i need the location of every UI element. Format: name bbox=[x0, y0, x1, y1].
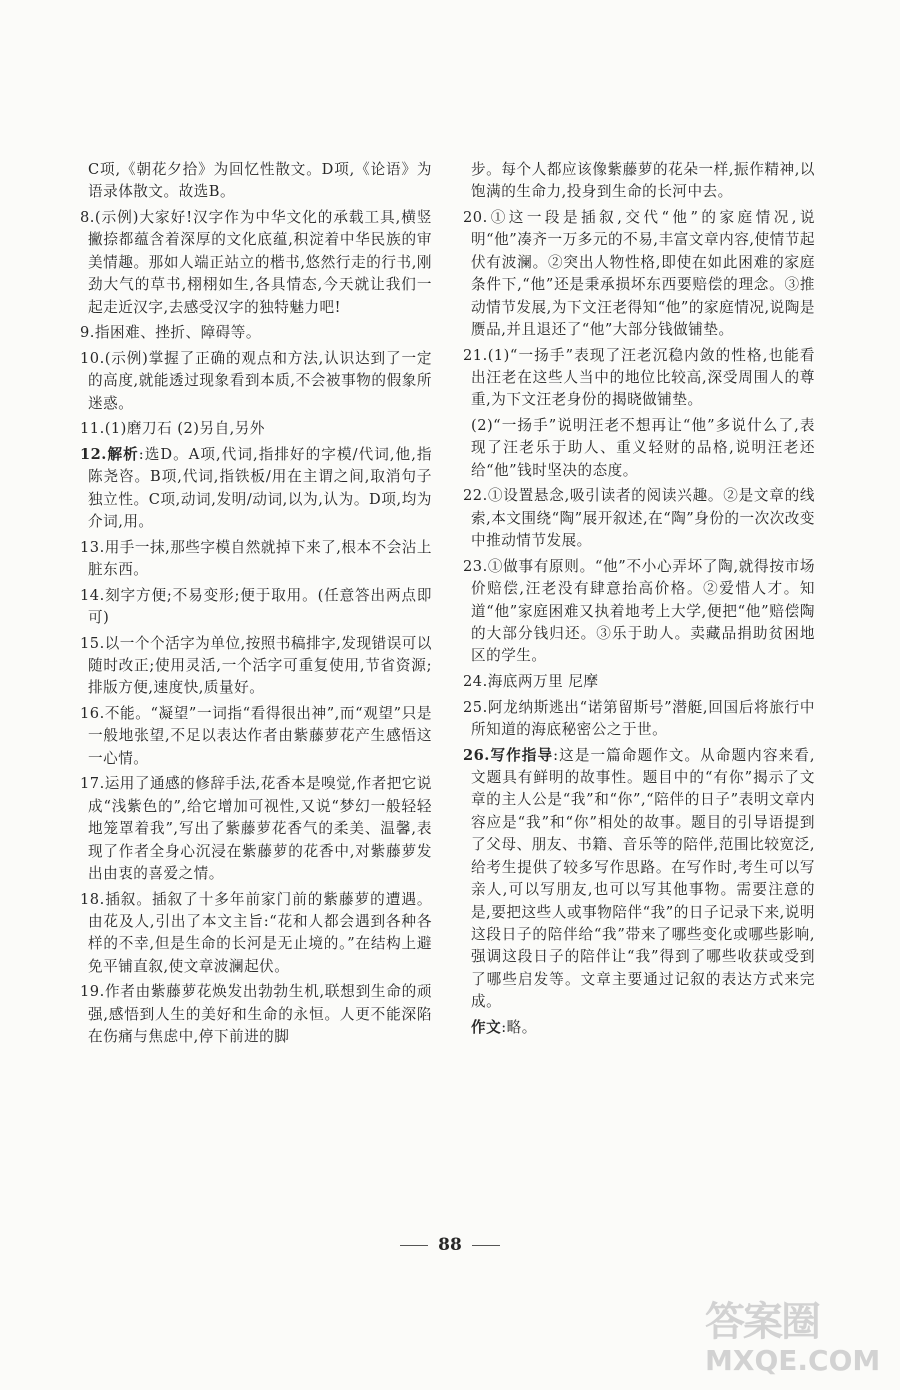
left-column bbox=[80, 159, 432, 1052]
answer-text: 步。每个人都应该像紫藤萝的花朵一样,振作精神,以饱满的生命力,投身到生命的长河中去。 bbox=[471, 161, 815, 201]
answer-item bbox=[463, 345, 815, 412]
answer-item bbox=[80, 418, 432, 440]
answer-item bbox=[463, 207, 815, 341]
answer-item bbox=[463, 415, 815, 482]
answer-text: :这是一篇命题作文。从命题内容来看,文题具有鲜明的故事性。题目中的“有你”揭示了文章的主人公是“我”和“你”,“陪伴的日子”表明文章内容应是“我”和“你”相处的故事。题目的引导语提到了父母、朋友、书籍、音乐等的陪伴,范围比较宽泛,给考生提供了较多写作思路。在写作时,考生可以写亲人,可以写朋友,也可以写其他事物。需要注意的是,要把这些人或事物陪伴“我”的日子记录下来,说明这段日子的陪伴给“我”带来了哪些变化或哪些影响,强调这段日子的陪伴让“我”得到了哪些收获或受到了哪些启发等。文章主要通过记叙的表达方式来完成。 bbox=[471, 746, 816, 1011]
answer-text: 10.(示例)掌握了正确的观点和方法,认识达到了一定的高度,就能透过现象看到本质,不会被事物的假象所迷惑。 bbox=[80, 349, 432, 412]
answer-lead: 作文 bbox=[471, 1018, 502, 1036]
answer-text: 17.运用了通感的修辞手法,花香本是嗅觉,作者把它说成“浅紫色的”,给它增加可视性,又说“梦幻一般轻轻地笼罩着我”,写出了紫藤萝花香气的柔美、温馨,表现了作者全身心沉浸在紫藤萝的花香中,对紫藤萝发出由衷的喜爱之情。 bbox=[80, 775, 432, 883]
answer-text: 22.①设置悬念,吸引读者的阅读兴趣。②是文章的线索,本文围绕“陶”展开叙述,在“陶”身份的一次次改变中推动情节发展。 bbox=[463, 487, 815, 550]
answer-text: :略。 bbox=[501, 1018, 537, 1036]
answer-item bbox=[80, 773, 432, 885]
answer-item bbox=[80, 348, 432, 415]
watermark-logo bbox=[705, 1300, 895, 1385]
answer-item bbox=[463, 485, 815, 552]
answer-text: 16.不能。“凝望”一词指“看得很出神”,而“观望”只是一般地张望,不足以表达作者由紫藤萝花产生感悟这一心情。 bbox=[80, 705, 432, 767]
page-number: 88 bbox=[438, 1235, 462, 1255]
answer-text: (2)“一扬手”说明汪老不想再让“他”多说什么了,表现了汪老乐于助人、重义轻财的品格,说明汪老还给“他”钱时坚决的态度。 bbox=[471, 417, 815, 479]
answer-text: :选D。A项,代词,指排好的字模/代词,他,指陈尧咨。B项,代词,指铁板/用在主谓之间,取消句子独立性。C项,动词,发明/动词,以为,认为。D项,均为介词,用。 bbox=[88, 445, 432, 531]
answer-text: 23.①做事有原则。“他”不小心弄坏了陶,就得按市场价赔偿,汪老没有肆意抬高价格。②爱惜人才。知道“他”家庭困难又执着地考上大学,便把“他”赔偿陶的大部分钱归还。③乐于助人。卖藏品捐助贫困地区的学生。 bbox=[463, 557, 815, 665]
answer-item bbox=[80, 889, 432, 979]
answer-text: 15.以一个个活字为单位,按照书稿排字,发现错误可以随时改正;使用灵活,一个活字可重复使用,节省资源;排版方便,速度快,质量好。 bbox=[80, 634, 432, 697]
watermark-chars: 答案圈 bbox=[705, 1299, 819, 1345]
answer-text: 8.(示例)大家好!汉字作为中华文化的承载工具,横竖撇捺都蕴含着深厚的文化底蕴,积淀着中华民族的审美情趣。那如人端正站立的楷书,悠然行走的行书,刚劲大气的草书,栩栩如生,各具情态,今天就让我们一起走近汉字,去感受汉字的独特魅力吧! bbox=[80, 209, 432, 316]
page-footer bbox=[0, 1235, 900, 1255]
answer-item bbox=[80, 322, 432, 344]
answer-text: 18.插叙。插叙了十多年前家门前的紫藤萝的遭遇。由花及人,引出了本文主旨:“花和人都会遇到各种各样的不幸,但是生命的长河是无止境的。”在结构上避免平铺直叙,使文章波澜起伏。 bbox=[80, 890, 432, 975]
answer-text: 24.海底两万里 尼摩 bbox=[463, 673, 599, 691]
answer-item bbox=[80, 981, 432, 1048]
answer-item bbox=[463, 159, 815, 204]
answer-item bbox=[463, 556, 815, 668]
answer-text: 20.①这一段是插叙,交代“他”的家庭情况,说明“他”凑齐一万多元的不易,丰富文章内容,使情节起伏有波澜。②突出人物性格,即使在如此困难的家庭条件下,“他”还是秉承损坏东西要赔偿的理念。③推动情节发展,为下文汪老得知“他”的家庭情况,说陶是赝品,并且退还了“他”大部分钱做铺垫。 bbox=[463, 209, 815, 339]
answer-text: 19.作者由紫藤萝花焕发出勃勃生机,联想到生命的顽强,感悟到人生的美好和生命的永恒。人更不能深陷在伤痛与焦虑中,停下前进的脚 bbox=[80, 983, 432, 1046]
answer-item bbox=[463, 1017, 815, 1039]
right-column bbox=[463, 159, 815, 1042]
answer-item bbox=[463, 745, 815, 1014]
answer-item bbox=[80, 159, 432, 204]
answer-text: 21.(1)“一扬手”表现了汪老沉稳内敛的性格,也能看出汪老在这些人当中的地位比较高,深受周围人的尊重,为下文汪老身份的揭晓做铺垫。 bbox=[463, 346, 815, 409]
answer-item bbox=[80, 633, 432, 700]
answer-item bbox=[80, 444, 432, 534]
footer-dash-right bbox=[472, 1245, 500, 1246]
answer-text: 14.刻字方便;不易变形;便于取用。(任意答出两点即可) bbox=[80, 586, 432, 627]
watermark-url: MXQE.COM bbox=[705, 1344, 881, 1377]
answer-item bbox=[463, 671, 815, 693]
answer-item bbox=[80, 703, 432, 770]
answer-item bbox=[80, 585, 432, 630]
answer-text: 11.(1)磨刀石 (2)另自,另外 bbox=[80, 420, 265, 438]
footer-dash-left bbox=[400, 1245, 428, 1246]
answer-text: 9.指困难、挫折、障碍等。 bbox=[80, 324, 261, 342]
answer-item bbox=[80, 207, 432, 319]
answer-text: 13.用手一抹,那些字模自然就掉下来了,根本不会沾上脏东西。 bbox=[80, 538, 432, 579]
answer-text: 25.阿龙纳斯逃出“诺第留斯号”潜艇,回国后将旅行中所知道的海底秘密公之于世。 bbox=[463, 698, 815, 739]
answer-item bbox=[80, 537, 432, 582]
answer-text: C项,《朝花夕拾》为回忆性散文。D项,《论语》为语录体散文。故选B。 bbox=[88, 161, 432, 201]
answer-lead: 26.写作指导 bbox=[463, 746, 554, 764]
answer-item bbox=[463, 697, 815, 742]
answer-lead: 12.解析 bbox=[80, 445, 139, 463]
